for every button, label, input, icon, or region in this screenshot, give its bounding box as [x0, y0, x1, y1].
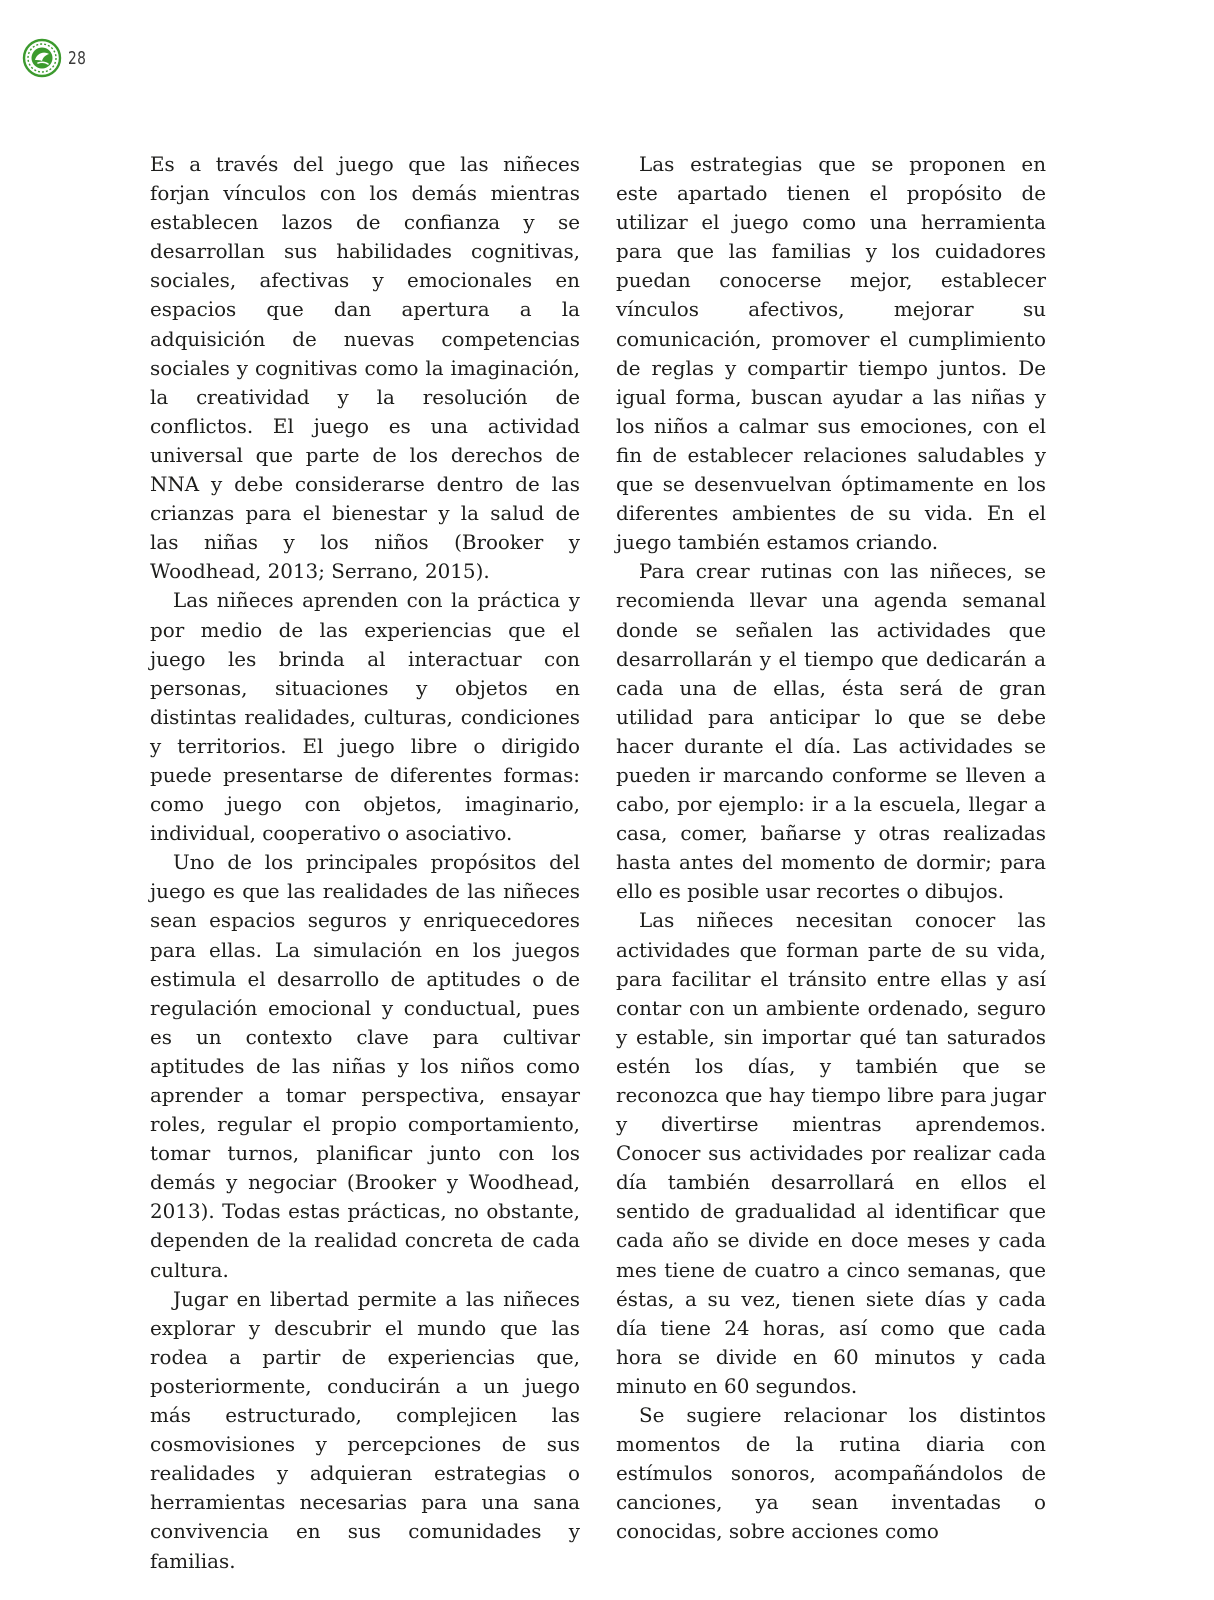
- right-column: [616, 150, 1046, 1547]
- paragraph: Se sugiere relacionar los distintos momentos de la rutina diaria con estímulos sonoros, acompañándolos de canciones, ya sean inventadas o conocidas, sobre acciones como: [616, 1404, 1046, 1544]
- paragraph: Las niñeces aprenden con la práctica y por medio de las experiencias que el juego les brinda al interactuar con personas, situaciones y objetos en distintas realidades, culturas, condiciones y territorios. El juego libre o dirigido puede presentarse de diferentes formas: como juego con objetos, imaginario, individual, cooperativo o asociativo.: [150, 589, 580, 846]
- left-column: [150, 150, 580, 1576]
- paragraph: Para crear rutinas con las niñeces, se recomienda llevar una agenda semanal donde se señalen las actividades que desarrollarán y el tiempo que dedicarán a cada una de ellas, ésta será de gran utilidad para anticipar lo que se debe hacer durante el día. Las actividades se pueden ir marcando conforme se lleven a cabo, por ejemplo: ir a la escuela, llegar a casa, comer, bañarse y otras realizadas hasta antes del momento de dormir; para ello es posible usar recortes o dibujos.: [616, 560, 1046, 904]
- page-number: 28: [68, 47, 87, 69]
- paragraph: Uno de los principales propósitos del juego es que las realidades de las niñeces sean espacios seguros y enriquecedores para ellas. La simulación en los juegos estimula el desarrollo de aptitudes o de regulación emocional y conductual, pues es un contexto clave para cultivar aptitudes de las niñas y los niños como aprender a tomar perspectiva, ensayar roles, regular el propio comportamiento, tomar turnos, planificar junto con los demás y negociar (Brooker y Woodhead, 2013). Todas estas prácticas, no obstante, dependen de la realidad concreta de cada cultura.: [150, 851, 580, 1282]
- publisher-logo-icon: [22, 38, 62, 78]
- page-header: [22, 38, 90, 78]
- paragraph: Jugar en libertad permite a las niñeces explorar y descubrir el mundo que las rodea a partir de experiencias que, posteriormente, conducirán a un juego más estructurado, complejicen las cosmovisiones y percepciones de sus realidades y adquieran estrategias o herramientas necesarias para una sana convivencia en sus comunidades y familias.: [150, 1287, 580, 1573]
- paragraph: Las niñeces necesitan conocer las actividades que forman parte de su vida, para facilitar el tránsito entre ellas y así contar con un ambiente ordenado, seguro y estable, sin importar qué tan saturados estén los días, y también que se reconozca que hay tiempo libre para jugar y divertirse mientras aprendemos. Conocer sus actividades por realizar cada día también desarrollará en ellos el sentido de gradualidad al identificar que cada año se divide en doce meses y cada mes tiene de cuatro a cinco semanas, que éstas, a su vez, tienen siete días y cada día tiene 24 horas, así como que cada hora se divide en 60 minutos y cada minuto en 60 segundos.: [616, 909, 1046, 1398]
- paragraph: Es a través del juego que las niñeces forjan vínculos con los demás mientras establecen lazos de confianza y se desarrollan sus habilidades cognitivas, sociales, afectivas y emocionales en espacios que dan apertura a la adquisición de nuevas competencias sociales y cognitivas como la imaginación, la creatividad y la resolución de conflictos. El juego es una actividad universal que parte de los derechos de NNA y debe considerarse dentro de las crianzas para el bienestar y la salud de las niñas y los niños (Brooker y Woodhead, 2013; Serrano, 2015).: [150, 153, 580, 584]
- paragraph: Las estrategias que se proponen en este apartado tienen el propósito de utilizar el juego como una herramienta para que las familias y los cuidadores puedan conocerse mejor, establecer vínculos afectivos, mejorar su comunicación, promover el cumplimiento de reglas y compartir tiempo juntos. De igual forma, buscan ayudar a las niñas y los niños a calmar sus emociones, con el fin de establecer relaciones saludables y que se desenvuelvan óptimamente en los diferentes ambientes de su vida. En el juego también estamos criando.: [616, 153, 1046, 555]
